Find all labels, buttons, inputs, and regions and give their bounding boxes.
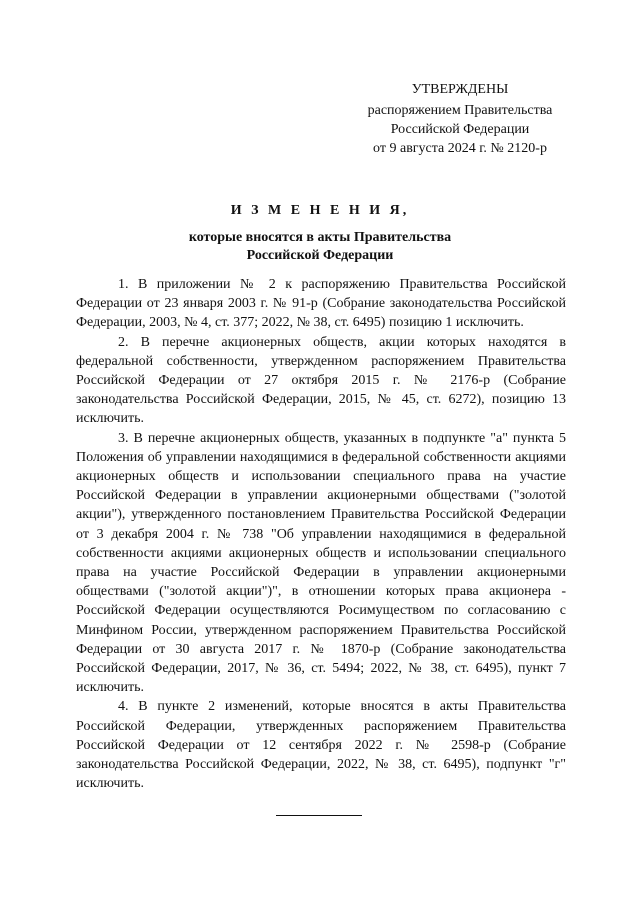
paragraph-1: 1. В приложении № 2 к распоряжению Правительства Российской Федерации от 23 января 2003 г. № 91-р (Собрание законодательства Российской Федерации, 2003, № 4, ст. 377; 2022, № 38, ст. 6495) позицию 1 исключить. <box>76 277 566 331</box>
approval-line-1: распоряжением Правительства <box>367 103 553 118</box>
document-title <box>0 201 640 265</box>
document-body <box>76 275 566 793</box>
paragraph-3: 3. В перечне акционерных обществ, указанных в подпункте "а" пункта 5 Положения об управлении находящимися в федеральной собственности акциями акционерных обществ и использовании специального права на участие Российской Федерации в управлении акционерными обществами ("золотой акции"), утвержденного постановлением Правительства Российской Федерации от 3 декабря 2004 г. № 738 "Об управлении находящимися в федеральной собственности акциями акционерных обществ и использовании специального права на участие Российской Федерации в управлении акционерными обществами ("золотой акции")", в отношении которых права акционера - Российской Федерации осуществляются Росимуществом по согласованию с Минфином России, утвержденном распоряжением Правительства Российской Федерации от 30 августа 2017 г. № 1870-р (Собрание законодательства Российской Федерации, 2017, № 36, ст. 5494; 2022, № 38, ст. 6495), пункт 7 исключить. <box>76 430 566 696</box>
approval-block <box>340 80 580 158</box>
title-subtitle-line-2: Российской Федерации <box>246 248 394 263</box>
closing-divider <box>276 815 362 816</box>
paragraph-4: 4. В пункте 2 изменений, которые вносятся в акты Правительства Российской Федерации, утвержденных распоряжением Правительства Российской Федерации от 12 сентября 2022 г. № 2598-р (Собрание законодательства Российской Федерации, 2022, № 38, ст. 6495), подпункт "г" исключить. <box>76 699 566 792</box>
title-main: И З М Е Н Е Н И Я, <box>230 203 410 218</box>
approval-line-2: Российской Федерации <box>390 122 530 137</box>
title-subtitle-line-1: которые вносятся в акты Правительства <box>188 230 452 245</box>
approval-heading: УТВЕРЖДЕНЫ <box>411 82 509 97</box>
title-subtitle <box>0 229 640 265</box>
approval-line-3: от 9 августа 2024 г. № 2120-р <box>373 141 547 156</box>
paragraph-2: 2. В перечне акционерных обществ, акции которых находятся в федеральной собственности, утвержденном распоряжением Правительства Российской Федерации от 27 октября 2015 г. № 2176-р (Собрание законодательства Российской Федерации, 2015, № 45, ст. 6272), позицию 13 исключить. <box>76 334 566 427</box>
